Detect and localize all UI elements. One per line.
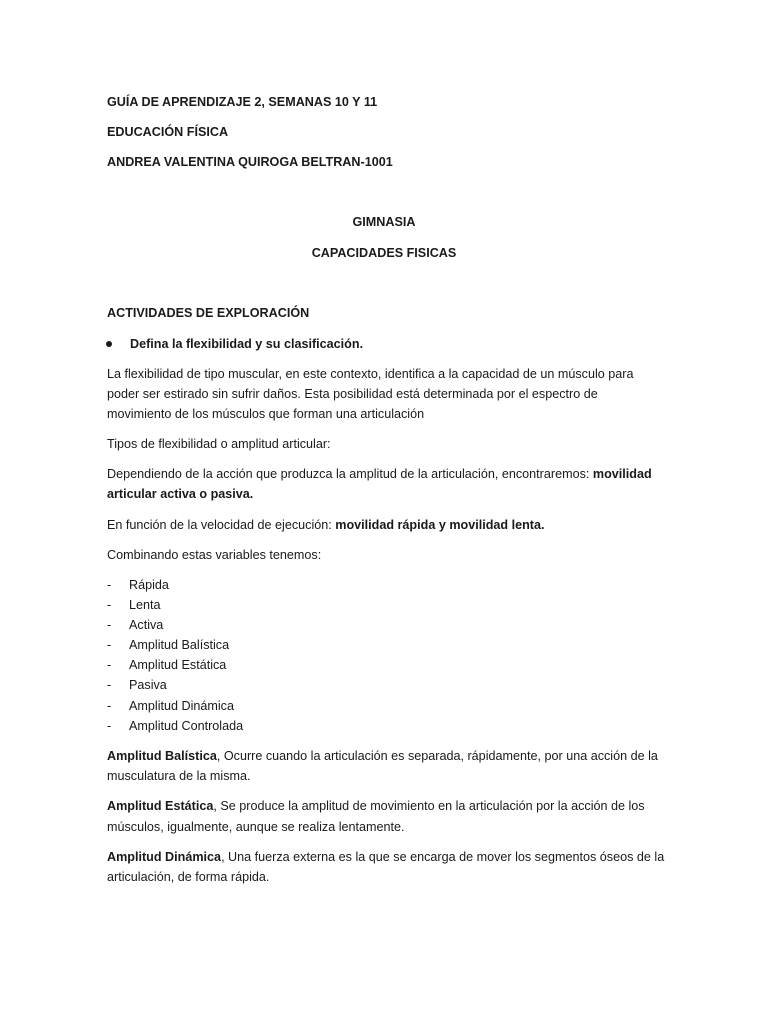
ballistic-line-2: musculatura de la misma.: [107, 769, 251, 783]
dash-icon: -: [107, 638, 112, 653]
bullet-question: Defina la flexibilidad y su clasificación.: [130, 337, 364, 351]
section-heading: ACTIVIDADES DE EXPLORACIÓN: [107, 306, 310, 320]
static-line-2: músculos, igualmente, aunque se realiza lentamente.: [107, 820, 405, 834]
main-title: GIMNASIA: [352, 215, 416, 229]
dash-icon: -: [107, 618, 112, 633]
list-item-label: Lenta: [129, 598, 161, 613]
definition-line-3: movimiento de los músculos que forman una articulación: [107, 407, 425, 421]
student-line: ANDREA VALENTINA QUIROGA BELTRAN-1001: [107, 155, 393, 169]
types-heading: Tipos de flexibilidad o amplitud articular:: [107, 437, 331, 451]
dynamic-line-1: [107, 847, 664, 867]
dash-icon: -: [107, 678, 112, 693]
static-text: , Se produce la amplitud de movimiento en la articulación por la acción de los: [213, 799, 645, 813]
action-line-2: articular activa o pasiva.: [107, 487, 254, 501]
list-item-label: Amplitud Balística: [129, 638, 230, 653]
definition-line-2: poder ser estirado sin sufrir daños. Esta posibilidad está determinada por el espectro de: [107, 387, 598, 401]
speed-plain: En función de la velocidad de ejecución:: [107, 518, 336, 532]
dash-icon: -: [107, 698, 112, 713]
static-line-1: [107, 796, 645, 816]
speed-bold: movilidad rápida y movilidad lenta.: [335, 518, 545, 532]
list-item-label: Amplitud Estática: [129, 658, 227, 673]
dynamic-term: Amplitud Dinámica: [107, 850, 222, 864]
static-term: Amplitud Estática: [107, 799, 214, 813]
list-item-label: Rápida: [129, 578, 169, 592]
dash-icon: -: [107, 718, 112, 733]
action-bold: movilidad: [592, 467, 652, 481]
list-item-label: Activa: [129, 618, 164, 633]
action-plain: Dependiendo de la acción que produzca la amplitud de la articulación, encontraremos:: [107, 467, 593, 481]
ballistic-text: , Ocurre cuando la articulación es separada, rápidamente, por una acción de la: [216, 749, 658, 763]
dash-icon: -: [107, 598, 112, 613]
subject-line: EDUCACIÓN FÍSICA: [107, 125, 229, 139]
bullet-dot-icon: [106, 341, 112, 347]
ballistic-line-1: [107, 746, 658, 766]
action-line-1: [107, 464, 652, 484]
speed-line: [107, 515, 545, 535]
dynamic-line-2: articulación, de forma rápida.: [107, 870, 270, 884]
sub-title: CAPACIDADES FISICAS: [311, 246, 457, 260]
list-item-label: Amplitud Dinámica: [129, 698, 234, 713]
dynamic-text: , Una fuerza externa es la que se encarga de mover los segmentos óseos de la: [221, 850, 665, 864]
ballistic-term: Amplitud Balística: [107, 749, 217, 763]
list-item-label: Pasiva: [129, 678, 167, 693]
dash-icon: -: [107, 658, 112, 673]
dash-icon: -: [107, 578, 112, 592]
list-item-label: Amplitud Controlada: [129, 718, 244, 733]
guide-title: GUÍA DE APRENDIZAJE 2, SEMANAS 10 Y 11: [107, 95, 378, 109]
combining-line: Combinando estas variables tenemos:: [107, 548, 322, 562]
definition-line-1: La flexibilidad de tipo muscular, en este contexto, identifica a la capacidad de un músculo para: [107, 367, 634, 381]
